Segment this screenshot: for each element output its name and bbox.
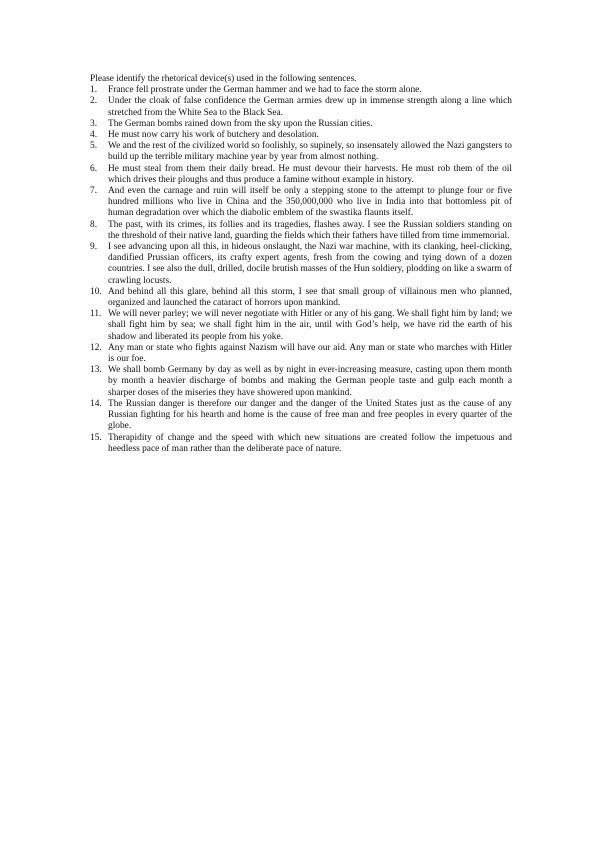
item-number: 13. [90,365,102,376]
item-text: Under the cloak of false confidence the German armies drew up in immense strength along a line which stretched from the White Sea to the Black Sea. [108,96,512,118]
item-number: 5. [90,141,98,152]
list-item [90,365,512,399]
list-item [90,287,512,309]
item-number: 6. [90,163,98,174]
item-text: The German bombs rained down from the sky upon the Russian cities. [108,118,373,129]
list-item [90,242,512,287]
sentence-list [90,85,512,455]
item-number: 12. [90,342,102,353]
item-number: 10. [90,286,102,297]
document-page [90,74,512,455]
list-item [90,220,512,242]
list-item [90,343,512,365]
list-item [90,96,512,118]
item-text: Therapidity of change and the speed with which new situations are created follow the impetuous and heedless pace of man rather than the deliberate pace of nature. [108,432,512,454]
item-number: 9. [90,242,98,253]
item-text: The past, with its crimes, its follies and its tragedies, flashes away. I see the Russian soldiers standing on the threshold of their native land, guarding the fields which their fathers have tilled from time immemorial. [108,219,512,241]
item-number: 3. [90,118,98,129]
item-text: And even the carnage and ruin will itself be only a stepping stone to the attempt to plunge four or five hundred millions who live in China and the 350,000,000 who live in India into that bottomless pit of human degradation over which the diabolic emblem of the swastika flaunts itself. [108,186,512,219]
item-text: I see advancing upon all this, in hideous onslaught, the Nazi war machine, with its clanking, heel-clicking, dandified Prussian officers, its crafty expert agents, fresh from the cowing and tying down of a dozen countries. I see also the dull, drilled, docile brutish masses of the Hun soldiery, plodding on like a swarm of crawling locusts. [108,242,512,286]
list-item [90,399,512,433]
item-text: The Russian danger is therefore our danger and the danger of the United States just as the cause of any Russian fighting for his hearth and home is the cause of free man and free peoples in every quarter of the globe. [108,398,512,432]
item-number: 2. [90,96,98,107]
item-text: And behind all this glare, behind all this storm, I see that small group of villainous men who planned, organized and launched the cataract of horrors upon mankind. [108,286,512,309]
item-number: 11. [90,309,102,320]
list-item [90,130,512,141]
item-text: We will never parley; we will never negotiate with Hitler or any of his gang. We shall fight him by land; we shall fight him by sea; we shall fight him in the air, until with God’s help, we have rid the earth of his shadow and liberated its people from his yoke. [108,309,512,342]
item-text: Any man or state who fights against Nazism will have our aid. Any man or state who marches with Hitler is our foe. [108,342,512,365]
item-number: 4. [90,130,98,141]
list-item [90,141,512,163]
list-item [90,433,512,455]
list-item [90,85,512,96]
item-text: France fell prostrate under the German hammer and we had to face the storm alone. [108,85,422,96]
item-number: 7. [90,186,98,197]
item-text: We and the rest of the civilized world so foolishly, so supinely, so insensately allowed the Nazi gangsters to build up the terrible military machine year by year from almost nothing. [108,141,512,163]
item-text: We shall bomb Germany by day as well as by night in ever-increasing measure, casting upon them month by month a heavier discharge of bombs and making the German people taste and gulp each month a sharper doses of the miseries they have showered upon mankind. [108,365,512,398]
item-text: He must now carry his work of butchery and desolation. [108,130,319,141]
list-item [90,186,512,220]
instruction-text: Please identify the rhetorical device(s) used in the following sentences. [90,74,357,84]
item-text: He must steal from them their daily bread. He must devour their harvests. He must rob them of the oil which drives their ploughs and thus produce a famine without example in history. [108,163,512,185]
item-number: 8. [90,219,98,230]
list-item [90,164,512,186]
item-number: 15. [90,432,102,443]
item-number: 14. [90,398,102,409]
list-item [90,309,512,343]
list-item [90,119,512,130]
item-number: 1. [90,85,98,96]
